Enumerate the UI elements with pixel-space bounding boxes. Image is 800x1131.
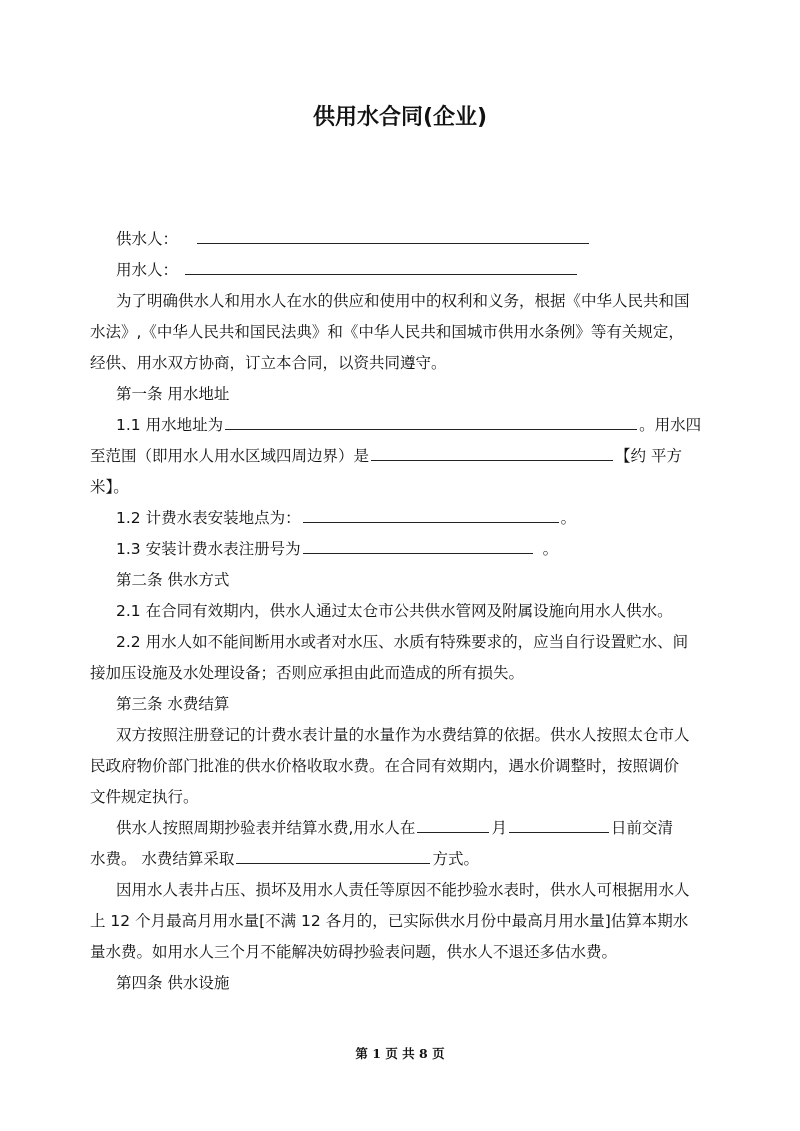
user-label: 用水人： [116,261,179,279]
clause-line: 量水费。如用水人三个月不能解决妨碍抄验表问题，供水人不退还多估水费。 [90,943,618,961]
clause-line: 民政府物价部门批准的供水价格收取水费。在合同有效期内，遇水价调整时，按照调价 [90,757,680,775]
clause-text: 供水人按照周期抄验表并结算水费,用水人在 [116,819,416,837]
clause-text: 1.2 计费水表安装地点为： [116,509,301,527]
user-blank [185,256,577,275]
document-title: 供用水合同(企业) [312,105,488,130]
month-blank [417,814,489,833]
article-heading: 第一条 用水地址 [116,385,230,403]
meter-number-blank [303,535,533,554]
supplier-blank [197,225,589,244]
supplier-label: 供水人： [116,230,179,248]
clause-text: 。用水四 [639,416,702,434]
clause-text: 月 [491,819,507,837]
settlement-method-blank [236,845,430,864]
boundary-blank [371,442,613,461]
clause-text: 1.1 用水地址为 [116,416,224,434]
clause-text: 【约 平方 [615,447,682,465]
clause-line: 因用水人表井占压、损坏及用水人责任等原因不能抄验水表时，供水人可根据用水人 [116,881,690,899]
clause-text: 日前交清 [610,819,673,837]
clause-line: 2.2 用水人如不能间断用水或者对水压、水质有特殊要求的，应当自行设置贮水、间 [116,633,689,651]
clause-line: 米】。 [90,478,129,496]
clause-line [90,410,756,441]
clause-line: 双方按照注册登记的计费水表计量的水量作为水费结算的依据。供水人按照太仓市人 [116,726,690,744]
clause-line [90,813,756,844]
article-heading: 第二条 供水方式 [116,571,230,589]
article-heading: 第四条 供水设施 [116,974,230,992]
intro-line: 经供、用水双方协商，订立本合同，以资共同遵守。 [90,354,447,372]
supplier-line [90,224,756,255]
clause-line: 2.1 在合同有效期内，供水人通过太仓市公共供水管网及附属设施向用水人供水。 [116,602,673,620]
user-line [90,255,756,286]
meter-location-blank [303,504,559,523]
clause-line: 上 12 个月最高月用水量[不满 12 各月的，已实际供水月份中最高月用水量]估算本期水 [90,912,689,930]
clause-text: 至范围（即用水人用水区域四周边界）是 [90,447,370,465]
clause-line [90,503,756,534]
page-footer: 第 1 页 共 8 页 [355,1046,445,1061]
clause-text: 1.3 安装计费水表注册号为 [116,540,301,558]
clause-text: 方式。 [432,850,479,868]
clause-text: 。 [560,509,577,527]
intro-line: 水法》,《中华人民共和国民法典》和《中华人民共和国城市供用水条例》等有关规定， [90,323,684,341]
clause-text: 。 [542,540,559,558]
clause-line: 文件规定执行。 [90,788,199,806]
clause-line [90,844,730,875]
clause-line [90,534,756,565]
clause-line [90,441,730,472]
article-heading: 第三条 水费结算 [116,695,230,713]
clause-text: 水费。 水费结算采取 [90,850,235,868]
clause-line: 接加压设施及水处理设备；否则应承担由此而造成的所有损失。 [90,664,525,682]
intro-line: 为了明确供水人和用水人在水的供应和使用中的权利和义务，根据《中华人民共和国 [116,292,690,310]
address-blank [225,411,637,430]
day-blank [509,814,609,833]
